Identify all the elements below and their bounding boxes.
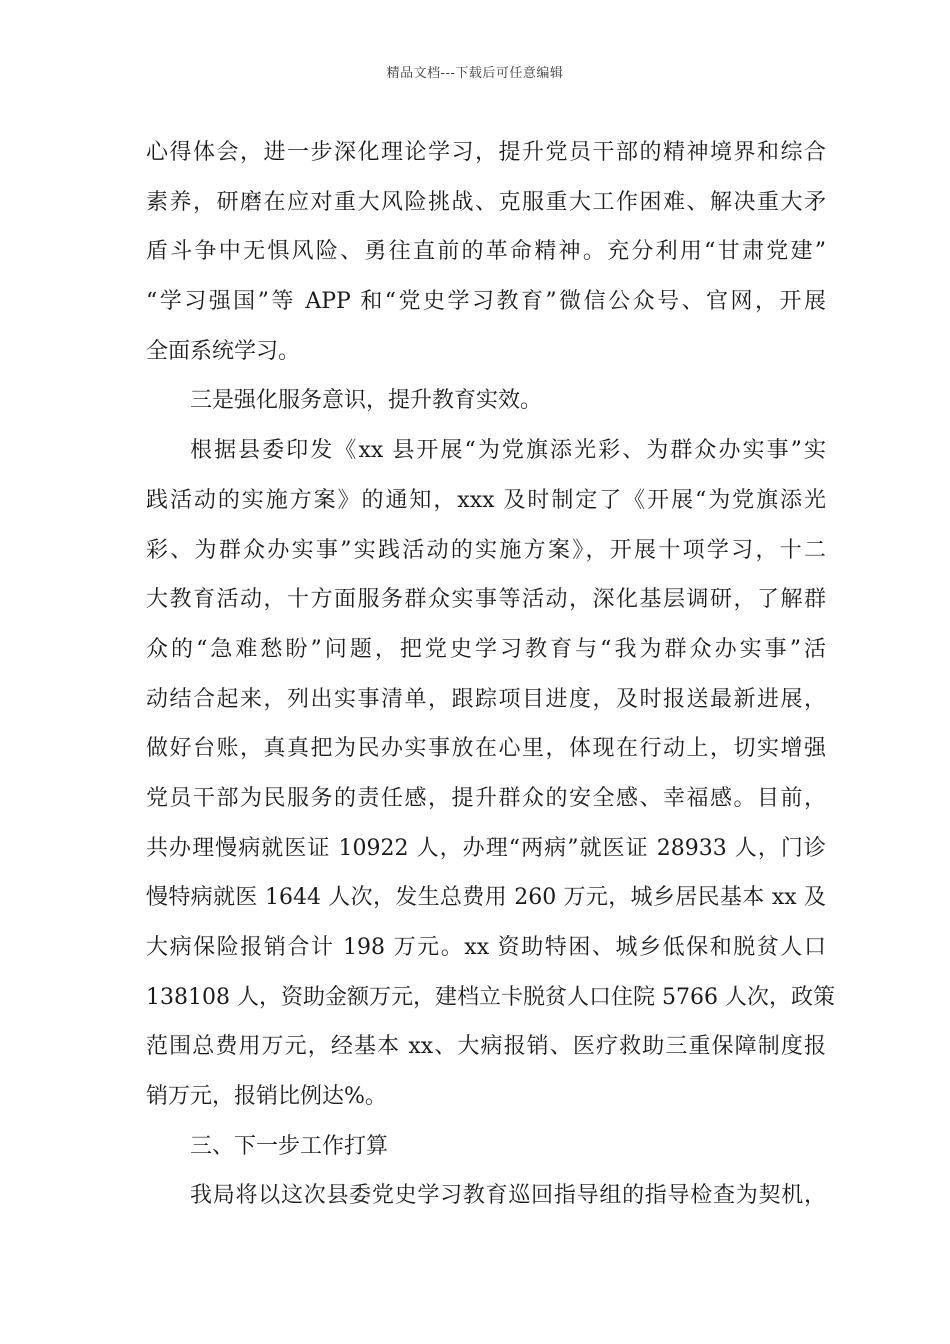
body-line: 三、下一步工作打算 [190, 1133, 389, 1159]
body-line: 我局将以这次县委党史学习教育巡回指导组的指导检查为契机， [190, 1183, 826, 1209]
body-line: 践活动的实施方案》的通知，xxx 及时制定了《开展“为党旗添光 [146, 487, 826, 513]
body-line: 全面系统学习。 [146, 338, 301, 364]
document-body [146, 128, 835, 1221]
body-line: 销万元，报销比例达%。 [146, 1084, 387, 1110]
body-line: 做好台账，真真把为民办实事放在心里，体现在行动上，切实增强 [146, 736, 826, 762]
body-line: 范围总费用万元，经基本 xx、大病报销、医疗救助三重保障制度报 [146, 1034, 826, 1060]
body-line: 根据县委印发《xx 县开展“为党旗添光彩、为群众办实事”实 [190, 438, 826, 464]
body-line: 盾斗争中无惧风险、勇往直前的革命精神。充分利用“甘肃党建” [146, 239, 826, 265]
body-line: 共办理慢病就医证 10922 人，办理“两病”就医证 28933 人，门诊 [146, 835, 826, 861]
body-line: 138108 人，资助金额万元，建档立卡脱贫人口住院 5766 人次，政策 [146, 984, 835, 1010]
body-line: 动结合起来，列出实事清单，跟踪项目进度，及时报送最新进展， [146, 686, 826, 712]
body-line: 众的“急难愁盼”问题，把党史学习教育与“我为群众办实事”活 [146, 636, 826, 662]
body-line: 心得体会，进一步深化理论学习，提升党员干部的精神境界和综合 [146, 140, 826, 165]
body-line: 党员干部为民服务的责任感，提升群众的安全感、幸福感。目前， [146, 785, 826, 811]
body-line: 素养，研磨在应对重大风险挑战、克服重大工作困难、解决重大矛 [146, 189, 826, 215]
body-line: 慢特病就医 1644 人次，发生总费用 260 万元，城乡居民基本 xx 及 [146, 885, 826, 911]
body-line: 三是强化服务意识，提升教育实效。 [190, 388, 543, 414]
body-line: “学习强国”等 APP 和“党史学习教育”微信公众号、官网，开展 [146, 289, 826, 315]
page-header: 精品文档---下载后可任意编辑 [386, 66, 564, 81]
body-line: 大教育活动，十方面服务群众实事等活动，深化基层调研，了解群 [146, 587, 826, 613]
body-line: 彩、为群众办实事”实践活动的实施方案》，开展十项学习，十二 [146, 537, 826, 563]
body-line: 大病保险报销合计 198 万元。xx 资助特困、城乡低保和脱贫人口 [146, 935, 826, 960]
